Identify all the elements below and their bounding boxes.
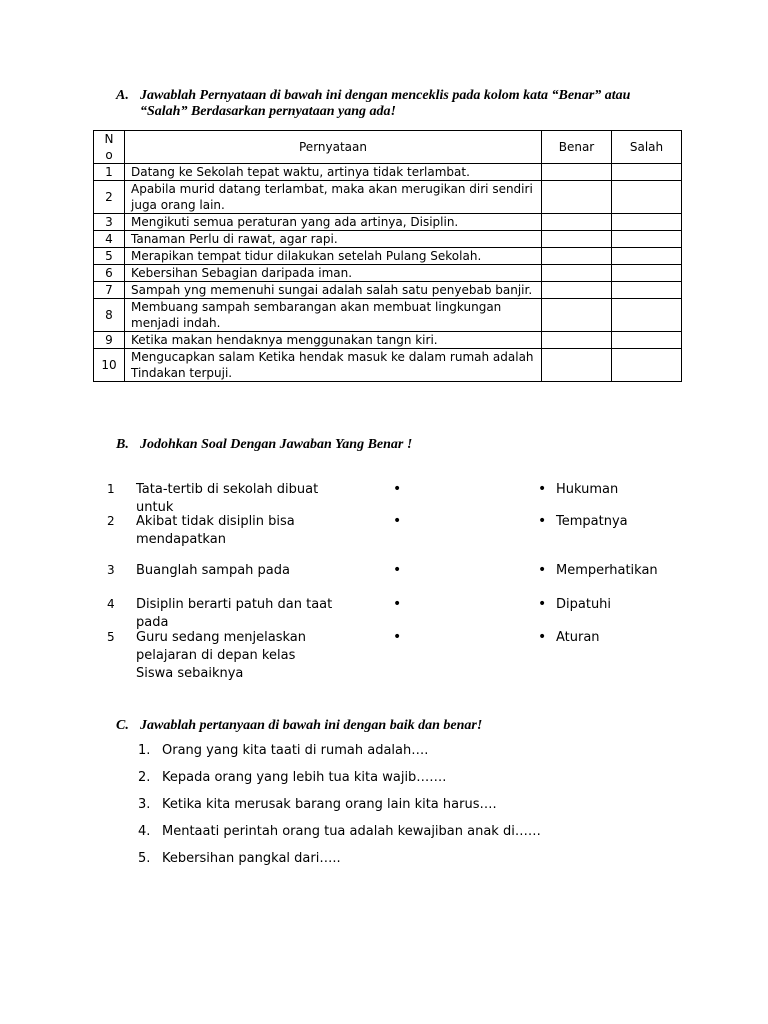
table-header-row xyxy=(94,131,682,164)
row-statement: Apabila murid datang terlambat, maka akan merugikan diri sendiri juga orang lain. xyxy=(125,181,542,214)
table-row xyxy=(94,282,682,299)
question-number: 4. xyxy=(138,824,151,839)
row-statement: Mengucapkan salam Ketika hendak masuk ke dalam rumah adalah Tindakan terpuji. xyxy=(125,349,542,382)
match-number: 3 xyxy=(107,563,115,577)
question-text: Orang yang kita taati di rumah adalah…. xyxy=(162,743,429,758)
row-number: 6 xyxy=(94,265,125,282)
row-true-cell[interactable] xyxy=(542,349,612,382)
list-item xyxy=(138,850,541,877)
question-number: 2. xyxy=(138,770,151,785)
question-text: Mentaati perintah orang tua adalah kewajiban anak di…… xyxy=(162,824,541,839)
list-item xyxy=(138,823,541,850)
row-statement: Tanaman Perlu di rawat, agar rapi. xyxy=(125,231,542,248)
row-true-cell[interactable] xyxy=(542,332,612,349)
match-answer: Hukuman xyxy=(556,482,619,497)
match-answer: Dipatuhi xyxy=(556,597,612,612)
row-number: 5 xyxy=(94,248,125,265)
header-true: Benar xyxy=(542,131,612,164)
row-true-cell[interactable] xyxy=(542,164,612,181)
answer-bullet-icon[interactable]: • xyxy=(538,596,547,612)
list-item xyxy=(138,742,541,769)
match-row xyxy=(100,561,700,595)
question-bullet-icon[interactable]: • xyxy=(393,562,402,578)
row-true-cell[interactable] xyxy=(542,248,612,265)
table-row xyxy=(94,214,682,231)
table-row xyxy=(94,164,682,181)
match-question: Buanglah sampah pada xyxy=(136,563,290,578)
match-row xyxy=(100,480,700,515)
question-number: 1. xyxy=(138,743,151,758)
section-b-title: Jodohkan Soal Dengan Jawaban Yang Benar ! xyxy=(140,437,413,452)
answer-bullet-icon[interactable]: • xyxy=(538,481,547,497)
row-statement: Membuang sampah sembarangan akan membuat lingkungan menjadi indah. xyxy=(125,299,542,332)
section-c-title: Jawablah pertanyaan di bawah ini dengan baik dan benar! xyxy=(140,718,483,733)
match-answer: Tempatnya xyxy=(556,514,628,529)
question-bullet-icon[interactable]: • xyxy=(393,629,402,645)
section-a-title: Jawablah Pernyataan di bawah ini dengan menceklis pada kolom kata “Benar” atau “Salah” Berdasarkan pernyataan yang ada! xyxy=(140,88,631,119)
match-row xyxy=(100,595,700,628)
row-statement: Kebersihan Sebagian daripada iman. xyxy=(125,265,542,282)
header-statement: Pernyataan xyxy=(125,131,542,164)
match-answer: Memperhatikan xyxy=(556,563,658,578)
section-c-letter: C. xyxy=(116,718,129,733)
row-false-cell[interactable] xyxy=(612,231,682,248)
section-b-letter: B. xyxy=(116,437,129,452)
question-bullet-icon[interactable]: • xyxy=(393,596,402,612)
match-answer: Aturan xyxy=(556,630,600,645)
section-a-heading xyxy=(116,88,656,120)
row-false-cell[interactable] xyxy=(612,332,682,349)
question-number: 3. xyxy=(138,797,151,812)
row-number: 9 xyxy=(94,332,125,349)
row-true-cell[interactable] xyxy=(542,282,612,299)
header-no-line1: N xyxy=(104,132,114,146)
table-row xyxy=(94,248,682,265)
row-true-cell[interactable] xyxy=(542,181,612,214)
list-item xyxy=(138,769,541,796)
matching-list xyxy=(100,480,700,684)
question-text: Ketika kita merusak barang orang lain kita harus…. xyxy=(162,797,497,812)
answer-bullet-icon[interactable]: • xyxy=(538,513,547,529)
match-row xyxy=(100,628,700,684)
row-false-cell[interactable] xyxy=(612,164,682,181)
question-number: 5. xyxy=(138,851,151,866)
table-row xyxy=(94,231,682,248)
row-number: 1 xyxy=(94,164,125,181)
match-number: 2 xyxy=(107,514,115,528)
row-false-cell[interactable] xyxy=(612,349,682,382)
section-b-heading xyxy=(116,437,656,453)
table-row xyxy=(94,299,682,332)
table-row xyxy=(94,265,682,282)
match-question: Akibat tidak disiplin bisa mendapatkan xyxy=(136,514,295,547)
row-number: 3 xyxy=(94,214,125,231)
statement-table xyxy=(93,130,682,382)
header-no xyxy=(94,131,125,164)
row-statement: Sampah yng memenuhi sungai adalah salah satu penyebab banjir. xyxy=(125,282,542,299)
match-number: 4 xyxy=(107,597,115,611)
answer-bullet-icon[interactable]: • xyxy=(538,562,547,578)
match-number: 1 xyxy=(107,482,115,496)
row-false-cell[interactable] xyxy=(612,214,682,231)
section-a-letter: A. xyxy=(116,88,129,103)
row-false-cell[interactable] xyxy=(612,265,682,282)
question-bullet-icon[interactable]: • xyxy=(393,513,402,529)
row-false-cell[interactable] xyxy=(612,282,682,299)
match-row xyxy=(100,512,700,561)
row-statement: Ketika makan hendaknya menggunakan tangn kiri. xyxy=(125,332,542,349)
row-statement: Mengikuti semua peraturan yang ada artinya, Disiplin. xyxy=(125,214,542,231)
match-question: Tata-tertib di sekolah dibuat untuk xyxy=(136,482,319,515)
question-bullet-icon[interactable]: • xyxy=(393,481,402,497)
answer-bullet-icon[interactable]: • xyxy=(538,629,547,645)
row-number: 4 xyxy=(94,231,125,248)
row-statement: Merapikan tempat tidur dilakukan setelah Pulang Sekolah. xyxy=(125,248,542,265)
row-true-cell[interactable] xyxy=(542,214,612,231)
row-true-cell[interactable] xyxy=(542,265,612,282)
row-false-cell[interactable] xyxy=(612,181,682,214)
header-no-line2: o xyxy=(105,148,113,162)
question-list xyxy=(138,742,541,877)
row-false-cell[interactable] xyxy=(612,299,682,332)
row-statement: Datang ke Sekolah tepat waktu, artinya tidak terlambat. xyxy=(125,164,542,181)
row-false-cell[interactable] xyxy=(612,248,682,265)
row-number: 8 xyxy=(94,299,125,332)
table-row xyxy=(94,332,682,349)
table-row xyxy=(94,349,682,382)
question-text: Kebersihan pangkal dari….. xyxy=(162,851,341,866)
header-false: Salah xyxy=(612,131,682,164)
row-number: 10 xyxy=(94,349,125,382)
table-row xyxy=(94,181,682,214)
list-item xyxy=(138,796,541,823)
row-true-cell[interactable] xyxy=(542,231,612,248)
match-number: 5 xyxy=(107,630,115,644)
match-question: Guru sedang menjelaskan pelajaran di depan kelas Siswa sebaiknya xyxy=(136,630,307,681)
row-number: 7 xyxy=(94,282,125,299)
match-question: Disiplin berarti patuh dan taat pada xyxy=(136,597,333,630)
question-text: Kepada orang yang lebih tua kita wajib……. xyxy=(162,770,447,785)
row-number: 2 xyxy=(94,181,125,214)
row-true-cell[interactable] xyxy=(542,299,612,332)
section-c-heading xyxy=(116,718,656,734)
